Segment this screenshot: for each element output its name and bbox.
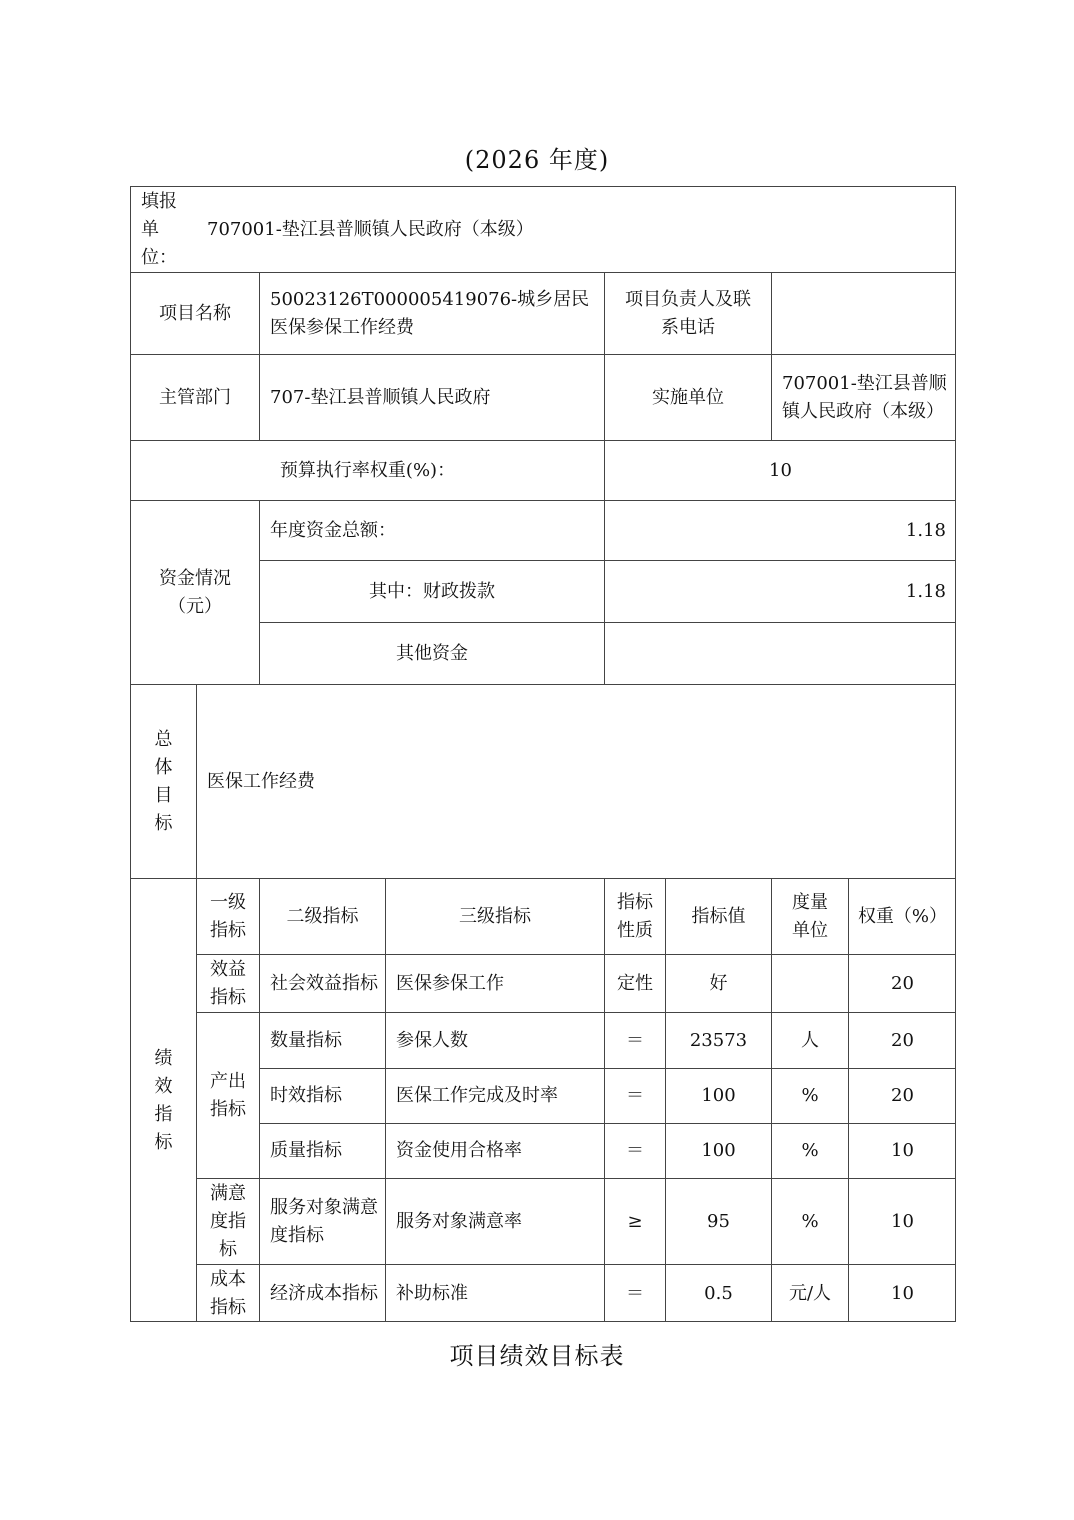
reporting-unit-label: 填报单位： <box>141 190 177 268</box>
row-level2: 质量指标 <box>259 1123 385 1178</box>
row-weight: 20 <box>848 1068 956 1123</box>
impl-unit-value: 707001-垫江县普顺镇人民政府（本级） <box>771 354 956 440</box>
header-level1: 一级指标 <box>196 878 259 954</box>
row-weight: 10 <box>848 1264 956 1322</box>
row-value: 好 <box>665 954 771 1012</box>
row-nature: ＝ <box>604 1012 665 1068</box>
row-nature: ≥ <box>604 1178 665 1264</box>
row-value: 0.5 <box>665 1264 771 1322</box>
group-level1: 效益指标 <box>196 954 259 1012</box>
group-level1: 产出指标 <box>196 1012 259 1178</box>
year-title: (2026 年度) <box>464 146 610 174</box>
project-name-label: 项目名称 <box>130 272 259 354</box>
row-level3: 医保参保工作 <box>385 954 604 1012</box>
row-weight: 10 <box>848 1123 956 1178</box>
row-unit <box>771 954 848 1012</box>
row-value: 100 <box>665 1068 771 1123</box>
row-value: 95 <box>665 1178 771 1264</box>
header-nature: 指标性质 <box>604 878 665 954</box>
goal-label-cell <box>130 684 196 878</box>
header-level2: 二级指标 <box>259 878 385 954</box>
goal-value: 医保工作经费 <box>196 684 956 878</box>
row-level2: 经济成本指标 <box>259 1264 385 1322</box>
reporting-unit-row <box>130 186 956 272</box>
row-level2: 时效指标 <box>259 1068 385 1123</box>
header-value: 指标值 <box>665 878 771 954</box>
row-level2: 社会效益指标 <box>259 954 385 1012</box>
row-weight: 10 <box>848 1178 956 1264</box>
impl-unit-label: 实施单位 <box>604 354 771 440</box>
performance-label: 绩效指标 <box>154 1047 173 1153</box>
row-nature: ＝ <box>604 1264 665 1322</box>
funds-fiscal-value: 1.18 <box>604 560 956 622</box>
reporting-unit-value: 707001-垫江县普顺镇人民政府（本级） <box>207 218 534 240</box>
row-level3: 补助标准 <box>385 1264 604 1322</box>
funds-other-value <box>604 622 956 684</box>
row-level2: 数量指标 <box>259 1012 385 1068</box>
row-weight: 20 <box>848 954 956 1012</box>
budget-weight-label: 预算执行率权重(%)： <box>130 440 604 500</box>
row-unit: % <box>771 1123 848 1178</box>
project-contact-label: 项目负责人及联系电话 <box>604 272 771 354</box>
goal-label: 总体目标 <box>154 728 173 834</box>
group-level1: 满意度指标 <box>196 1178 259 1264</box>
funds-total-value: 1.18 <box>604 500 956 560</box>
row-value: 23573 <box>665 1012 771 1068</box>
project-name-value: 50023126T000005419076-城乡居民医保参保工作经费 <box>259 272 604 354</box>
row-level3: 资金使用合格率 <box>385 1123 604 1178</box>
header-level3: 三级指标 <box>385 878 604 954</box>
row-unit: % <box>771 1178 848 1264</box>
performance-label-cell <box>130 878 196 1322</box>
funds-fiscal-label: 其中：财政拨款 <box>259 560 604 622</box>
row-weight: 20 <box>848 1012 956 1068</box>
table-title: 项目绩效目标表 <box>449 1342 625 1370</box>
row-level3: 服务对象满意率 <box>385 1178 604 1264</box>
funds-other-label: 其他资金 <box>259 622 604 684</box>
group-level1: 成本指标 <box>196 1264 259 1322</box>
header-unit: 度量单位 <box>771 878 848 954</box>
row-unit: % <box>771 1068 848 1123</box>
row-value: 100 <box>665 1123 771 1178</box>
header-weight: 权重（%） <box>848 878 956 954</box>
row-unit: 元/人 <box>771 1264 848 1322</box>
row-nature: ＝ <box>604 1123 665 1178</box>
project-contact-value <box>771 272 956 354</box>
row-nature: ＝ <box>604 1068 665 1123</box>
row-nature: 定性 <box>604 954 665 1012</box>
row-level2: 服务对象满意度指标 <box>259 1178 385 1264</box>
row-level3: 医保工作完成及时率 <box>385 1068 604 1123</box>
dept-label: 主管部门 <box>130 354 259 440</box>
funds-section-label: 资金情况（元） <box>130 500 259 684</box>
dept-value: 707-垫江县普顺镇人民政府 <box>259 354 604 440</box>
budget-weight-value: 10 <box>604 440 956 500</box>
row-unit: 人 <box>771 1012 848 1068</box>
funds-total-label: 年度资金总额： <box>259 500 604 560</box>
row-level3: 参保人数 <box>385 1012 604 1068</box>
